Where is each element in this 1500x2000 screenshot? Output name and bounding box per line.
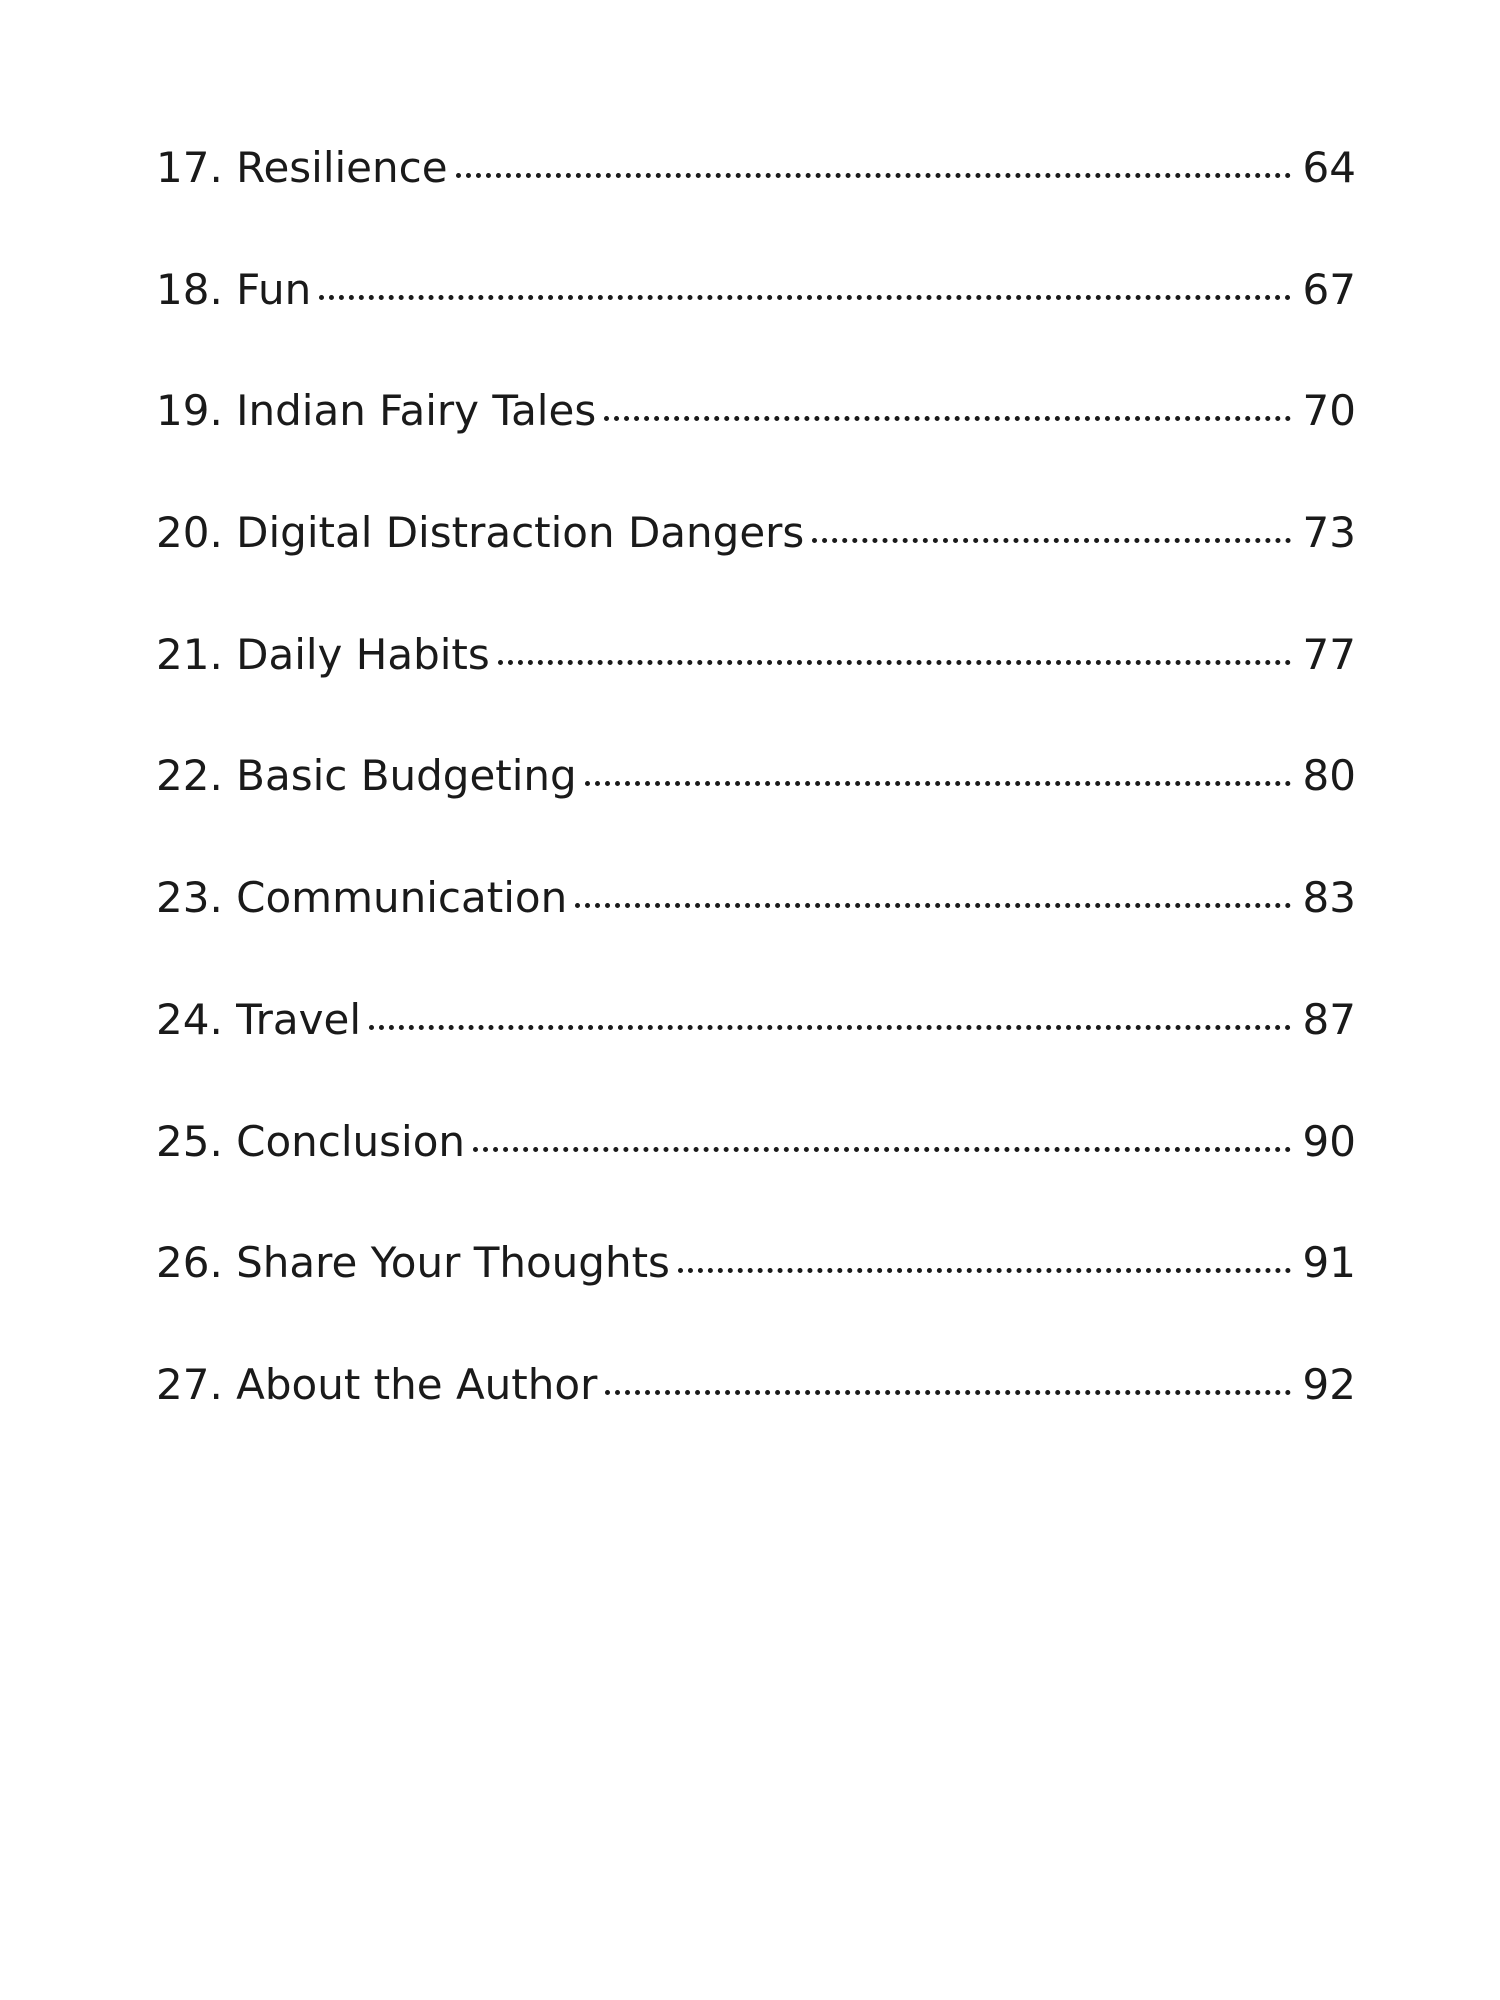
- dot-leader: [678, 1268, 1291, 1273]
- entry-title: 20. Digital Distraction Dangers: [156, 508, 805, 558]
- toc-entry-digital-distraction-dangers[interactable]: [156, 503, 1356, 625]
- entry-page-number: 87: [1302, 994, 1356, 1044]
- entry-title: 27. About the Author: [156, 1359, 598, 1409]
- dot-leader: [456, 173, 1291, 178]
- table-of-contents: [156, 138, 1356, 1477]
- entry-page-number: 80: [1302, 751, 1356, 801]
- entry-page-number: 83: [1302, 873, 1356, 923]
- entry-title: 18. Fun: [156, 264, 312, 314]
- toc-entry-resilience[interactable]: [156, 138, 1356, 260]
- toc-entry-basic-budgeting[interactable]: [156, 746, 1356, 868]
- entry-page-number: 92: [1302, 1359, 1356, 1409]
- toc-entry-fun[interactable]: [156, 260, 1356, 382]
- entry-title: 21. Daily Habits: [156, 629, 490, 679]
- toc-entry-communication[interactable]: [156, 868, 1356, 990]
- dot-leader: [575, 903, 1290, 908]
- toc-entry-travel[interactable]: [156, 990, 1356, 1112]
- entry-title: 23. Communication: [156, 873, 568, 923]
- dot-leader: [604, 416, 1290, 421]
- entry-page-number: 64: [1302, 143, 1356, 192]
- dot-leader: [473, 1147, 1291, 1152]
- entry-page-number: 70: [1302, 386, 1356, 436]
- dot-leader: [605, 1390, 1290, 1395]
- dot-leader: [369, 1025, 1291, 1030]
- toc-entry-indian-fairy-tales[interactable]: [156, 381, 1356, 503]
- dot-leader: [319, 295, 1290, 300]
- entry-page-number: 73: [1302, 508, 1356, 558]
- entry-title: 19. Indian Fairy Tales: [156, 386, 597, 436]
- dot-leader: [498, 660, 1291, 665]
- entry-title: 22. Basic Budgeting: [156, 751, 577, 801]
- entry-page-number: 90: [1302, 1116, 1356, 1166]
- toc-entry-daily-habits[interactable]: [156, 625, 1356, 747]
- toc-entry-about-the-author[interactable]: [156, 1355, 1356, 1477]
- entry-title: 24. Travel: [156, 994, 361, 1044]
- entry-title: 17. Resilience: [156, 143, 448, 192]
- entry-page-number: 67: [1302, 264, 1356, 314]
- entry-title: 25. Conclusion: [156, 1116, 466, 1166]
- dot-leader: [812, 538, 1290, 543]
- entry-title: 26. Share Your Thoughts: [156, 1238, 670, 1288]
- entry-page-number: 91: [1302, 1238, 1356, 1288]
- dot-leader: [585, 781, 1291, 786]
- entry-page-number: 77: [1302, 629, 1356, 679]
- toc-entry-share-your-thoughts[interactable]: [156, 1233, 1356, 1355]
- toc-entry-conclusion[interactable]: [156, 1112, 1356, 1234]
